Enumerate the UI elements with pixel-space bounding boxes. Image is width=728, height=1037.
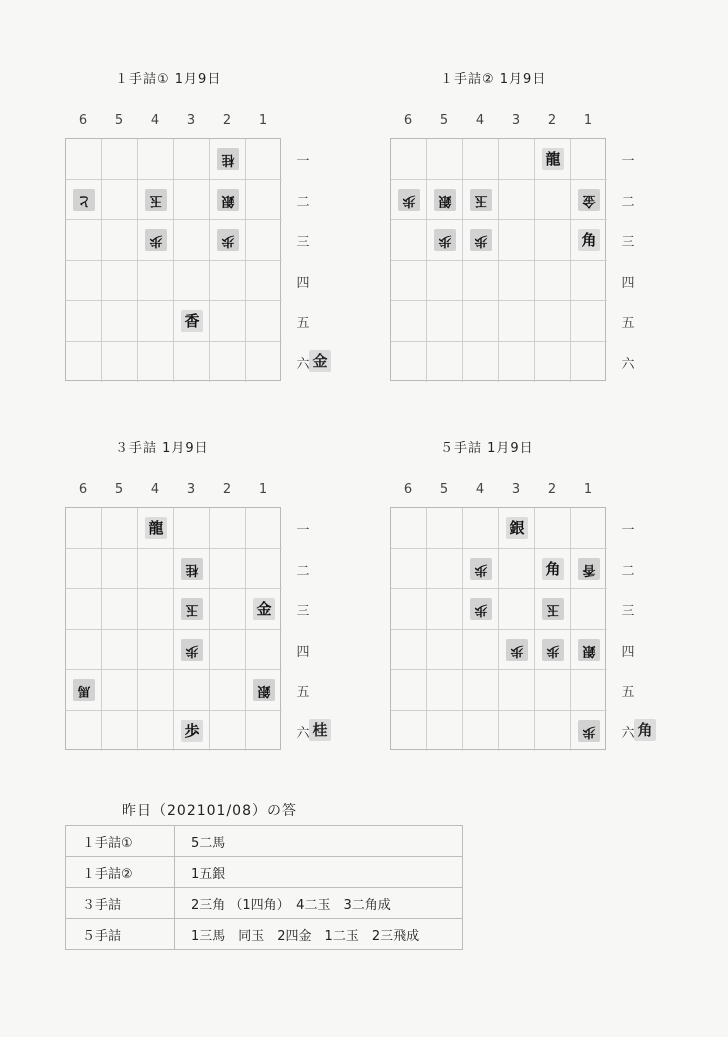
board-square <box>499 342 535 383</box>
shogi-piece: 玉 <box>181 598 203 620</box>
board-square <box>463 670 499 711</box>
board-square <box>102 301 138 342</box>
board-square <box>138 549 174 590</box>
board-square <box>499 589 535 630</box>
answer-moves: 1三馬 同玉 2四金 1二玉 2三飛成 <box>175 919 463 950</box>
shogi-piece: 龍 <box>145 517 167 539</box>
shogi-piece: 歩 <box>181 720 203 742</box>
column-label: 2 <box>547 482 557 497</box>
board-square <box>391 508 427 549</box>
piece-in-hand: 金 <box>309 350 331 372</box>
row-label: 二 <box>296 194 310 210</box>
board-square <box>102 180 138 221</box>
board-square <box>246 549 282 590</box>
board-square <box>102 549 138 590</box>
board-square <box>427 342 463 383</box>
board-square <box>391 549 427 590</box>
board-square <box>391 630 427 671</box>
board-square <box>463 711 499 752</box>
shogi-piece: 馬 <box>73 679 95 701</box>
answer-moves: 2三角 （1四角） 4二玉 3二角成 <box>175 888 463 919</box>
board-square <box>102 711 138 752</box>
answers-title: 昨日（202101/08）の答 <box>122 803 297 819</box>
board-square <box>571 261 607 302</box>
board-square <box>102 261 138 302</box>
board-square <box>535 301 571 342</box>
board-square <box>174 342 210 383</box>
column-label: 5 <box>439 482 449 497</box>
shogi-piece: 玉 <box>470 189 492 211</box>
board-square <box>102 342 138 383</box>
board-square <box>499 549 535 590</box>
column-labels <box>65 113 285 129</box>
board-square <box>66 630 102 671</box>
board-square <box>138 301 174 342</box>
board-square <box>102 670 138 711</box>
row-label: 四 <box>621 644 635 660</box>
column-label: 4 <box>150 482 160 497</box>
shogi-piece: 歩 <box>434 229 456 251</box>
board-square <box>66 261 102 302</box>
board-square <box>427 589 463 630</box>
answers-table <box>65 825 463 950</box>
shogi-piece: 歩 <box>578 720 600 742</box>
board-square <box>463 301 499 342</box>
board-square <box>499 139 535 180</box>
shogi-piece: 歩 <box>145 229 167 251</box>
row-label: 二 <box>621 563 635 579</box>
answer-label: ３手詰 <box>66 888 175 919</box>
shogi-piece: 角 <box>578 229 600 251</box>
board-square <box>210 261 246 302</box>
board-square <box>210 630 246 671</box>
board-square <box>210 342 246 383</box>
column-labels <box>390 482 610 498</box>
board-square <box>499 301 535 342</box>
row-label: 三 <box>296 235 310 250</box>
shogi-board <box>65 507 281 750</box>
board-square <box>174 180 210 221</box>
board-square <box>138 342 174 383</box>
column-label: 3 <box>511 482 521 497</box>
column-labels <box>65 482 285 498</box>
board-square <box>571 508 607 549</box>
board-square <box>499 261 535 302</box>
board-square <box>463 139 499 180</box>
row-label: 六 <box>621 356 635 372</box>
answer-row <box>66 826 463 857</box>
column-label: 2 <box>222 113 232 128</box>
board-square <box>499 711 535 752</box>
board-square <box>174 220 210 261</box>
answer-row <box>66 857 463 888</box>
board-square <box>427 670 463 711</box>
board-square <box>571 342 607 383</box>
board-square <box>66 589 102 630</box>
shogi-piece: 桂 <box>181 558 203 580</box>
column-label: 2 <box>222 482 232 497</box>
row-label: 六 <box>296 356 310 372</box>
board-square <box>463 508 499 549</box>
answer-moves: 5二馬 <box>175 826 463 857</box>
puzzle-title: １手詰① 1月9日 <box>115 72 222 87</box>
puzzle-2 <box>390 68 690 398</box>
board-square <box>246 220 282 261</box>
board-square <box>174 670 210 711</box>
row-label: 二 <box>621 194 635 210</box>
shogi-piece: と <box>73 189 95 211</box>
shogi-piece: 銀 <box>578 639 600 661</box>
row-label: 六 <box>296 725 310 741</box>
row-label: 四 <box>296 644 310 660</box>
row-label: 二 <box>296 563 310 579</box>
column-label: 6 <box>78 113 88 128</box>
shogi-piece: 銀 <box>506 517 528 539</box>
row-label: 五 <box>621 685 635 700</box>
board-square <box>210 711 246 752</box>
board-square <box>535 180 571 221</box>
row-label: 三 <box>621 235 635 250</box>
answer-label: ５手詰 <box>66 919 175 950</box>
row-label: 一 <box>621 523 635 538</box>
board-square <box>138 261 174 302</box>
board-square <box>246 342 282 383</box>
column-label: 3 <box>511 113 521 128</box>
board-square <box>391 670 427 711</box>
puzzle-title: ５手詰 1月9日 <box>440 441 534 456</box>
shogi-board <box>390 507 606 750</box>
row-label: 四 <box>621 275 635 291</box>
shogi-piece: 香 <box>181 310 203 332</box>
column-label: 5 <box>114 482 124 497</box>
board-square <box>391 220 427 261</box>
shogi-piece: 角 <box>542 558 564 580</box>
column-label: 4 <box>475 482 485 497</box>
board-square <box>427 711 463 752</box>
column-label: 6 <box>403 113 413 128</box>
shogi-piece: 金 <box>578 189 600 211</box>
answer-moves: 1五銀 <box>175 857 463 888</box>
shogi-piece: 歩 <box>217 229 239 251</box>
board-square <box>571 301 607 342</box>
board-square <box>66 549 102 590</box>
board-square <box>66 711 102 752</box>
board-square <box>66 220 102 261</box>
board-square <box>138 630 174 671</box>
board-square <box>66 342 102 383</box>
board-square <box>210 589 246 630</box>
board-square <box>246 711 282 752</box>
board-square <box>102 139 138 180</box>
board-square <box>210 670 246 711</box>
board-square <box>463 342 499 383</box>
row-label: 一 <box>296 154 310 169</box>
column-label: 2 <box>547 113 557 128</box>
board-square <box>535 261 571 302</box>
shogi-piece: 銀 <box>253 679 275 701</box>
row-label: 三 <box>296 604 310 619</box>
answer-row <box>66 919 463 950</box>
board-square <box>571 670 607 711</box>
row-label: 一 <box>621 154 635 169</box>
board-square <box>174 261 210 302</box>
board-square <box>246 261 282 302</box>
column-label: 1 <box>258 113 268 128</box>
board-square <box>246 180 282 221</box>
board-square <box>535 220 571 261</box>
board-square <box>66 139 102 180</box>
board-square <box>66 301 102 342</box>
row-label: 四 <box>296 275 310 291</box>
board-square <box>138 670 174 711</box>
board-square <box>391 139 427 180</box>
column-label: 5 <box>439 113 449 128</box>
row-label: 五 <box>296 316 310 331</box>
board-square <box>427 261 463 302</box>
shogi-piece: 玉 <box>542 598 564 620</box>
board-square <box>391 301 427 342</box>
board-square <box>535 508 571 549</box>
shogi-piece: 銀 <box>217 189 239 211</box>
shogi-piece: 銀 <box>434 189 456 211</box>
shogi-piece: 歩 <box>506 639 528 661</box>
answer-label: １手詰② <box>66 857 175 888</box>
board-square <box>246 301 282 342</box>
row-label: 一 <box>296 523 310 538</box>
board-square <box>427 139 463 180</box>
column-label: 3 <box>186 482 196 497</box>
shogi-piece: 香 <box>578 558 600 580</box>
board-square <box>391 342 427 383</box>
board-square <box>427 301 463 342</box>
board-square <box>535 670 571 711</box>
shogi-piece: 歩 <box>181 639 203 661</box>
answer-row <box>66 888 463 919</box>
piece-in-hand: 角 <box>634 719 656 741</box>
shogi-piece: 玉 <box>145 189 167 211</box>
board-square <box>427 549 463 590</box>
column-label: 1 <box>258 482 268 497</box>
board-square <box>138 711 174 752</box>
board-square <box>102 589 138 630</box>
board-square <box>391 261 427 302</box>
board-square <box>463 630 499 671</box>
board-square <box>246 630 282 671</box>
piece-in-hand: 桂 <box>309 719 331 741</box>
column-label: 6 <box>403 482 413 497</box>
column-label: 5 <box>114 113 124 128</box>
answer-label: １手詰① <box>66 826 175 857</box>
board-square <box>102 630 138 671</box>
board-square <box>66 508 102 549</box>
row-label: 五 <box>621 316 635 331</box>
board-square <box>427 508 463 549</box>
board-square <box>210 549 246 590</box>
board-square <box>246 508 282 549</box>
board-square <box>499 220 535 261</box>
row-label: 六 <box>621 725 635 741</box>
shogi-piece: 歩 <box>470 229 492 251</box>
board-square <box>499 180 535 221</box>
board-square <box>571 589 607 630</box>
board-square <box>174 508 210 549</box>
board-square <box>391 589 427 630</box>
board-square <box>138 139 174 180</box>
board-square <box>138 589 174 630</box>
puzzle-4 <box>390 437 690 767</box>
column-label: 1 <box>583 113 593 128</box>
column-label: 3 <box>186 113 196 128</box>
puzzle-3 <box>65 437 365 767</box>
board-square <box>102 508 138 549</box>
board-square <box>246 139 282 180</box>
shogi-piece: 歩 <box>470 598 492 620</box>
shogi-piece: 龍 <box>542 148 564 170</box>
board-square <box>499 670 535 711</box>
puzzle-title: ３手詰 1月9日 <box>115 441 209 456</box>
column-label: 6 <box>78 482 88 497</box>
board-square <box>535 342 571 383</box>
shogi-piece: 歩 <box>470 558 492 580</box>
shogi-board <box>65 138 281 381</box>
shogi-piece: 歩 <box>542 639 564 661</box>
puzzle-title: １手詰② 1月9日 <box>440 72 547 87</box>
board-square <box>463 261 499 302</box>
board-square <box>427 630 463 671</box>
row-label: 五 <box>296 685 310 700</box>
board-square <box>391 711 427 752</box>
column-labels <box>390 113 610 129</box>
column-label: 4 <box>475 113 485 128</box>
shogi-board <box>390 138 606 381</box>
shogi-piece: 金 <box>253 598 275 620</box>
board-square <box>174 139 210 180</box>
board-square <box>571 139 607 180</box>
board-square <box>535 711 571 752</box>
puzzle-1 <box>65 68 365 398</box>
column-label: 1 <box>583 482 593 497</box>
board-square <box>102 220 138 261</box>
shogi-piece: 桂 <box>217 148 239 170</box>
column-label: 4 <box>150 113 160 128</box>
board-square <box>210 508 246 549</box>
row-label: 三 <box>621 604 635 619</box>
board-square <box>210 301 246 342</box>
shogi-piece: 歩 <box>398 189 420 211</box>
